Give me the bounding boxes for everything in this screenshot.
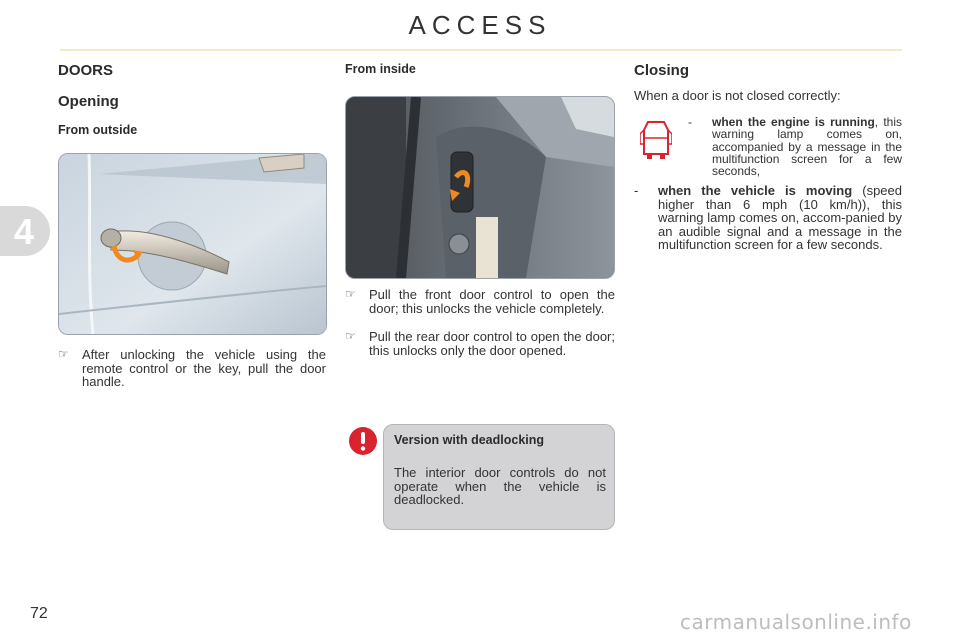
heading-from-outside: From outside (58, 123, 138, 137)
closing-item-engine-running (688, 116, 902, 177)
deadlocking-warning-box (383, 424, 615, 530)
outside-handle-illustration (58, 153, 327, 335)
outside-instruction-text: After unlocking the vehicle using the remote control or the key, pull the door handle. (82, 347, 326, 390)
page-title: ACCESS (408, 10, 552, 40)
item1-rest: , this warning lamp comes on, accompanied by a message in the multifunction screen for a few seconds, (712, 115, 903, 179)
closing-item-engine-running-text (712, 116, 902, 177)
inside-instruction-rear (345, 330, 615, 372)
bullet-hand-icon: ☞ (345, 287, 356, 301)
dash: - (634, 183, 639, 198)
title-rule (60, 49, 902, 51)
door-open-warning-lamp-icon (640, 118, 672, 160)
closing-item-vehicle-moving-text (658, 184, 902, 252)
warning-title: Version with deadlocking (394, 433, 545, 447)
dash: - (688, 115, 692, 129)
instruction-text: Pull the rear door control to open the door; this unlocks only the door opened. (369, 329, 615, 358)
exclamation-warning-icon (348, 426, 378, 456)
heading-from-inside: From inside (345, 62, 416, 76)
item2-rest: (speed higher than 6 mph (10 km/h)), this warning lamp comes on, accom-panied by an audible signal and a message in the multifunction screen for a few seconds. (658, 183, 902, 253)
inside-handle-illustration (345, 96, 615, 279)
instruction-text: Pull the front door control to open the door; this unlocks the vehicle completely. (369, 287, 615, 316)
chapter-tab (0, 206, 50, 256)
outside-instruction (58, 348, 326, 390)
item1-bold: when the engine is running (712, 115, 875, 129)
item2-bold: when the vehicle is moving (658, 183, 853, 198)
watermark: carmanualsonline.info (680, 610, 912, 634)
inside-instruction-front (345, 288, 615, 330)
outside-handle-drawing (59, 154, 326, 334)
closing-intro: When a door is not closed correctly: (634, 88, 841, 103)
inside-handle-drawing (346, 97, 614, 278)
closing-item-vehicle-moving (634, 184, 902, 252)
bullet-hand-icon: ☞ (345, 329, 356, 343)
subsection-title-opening: Opening (58, 93, 119, 110)
chapter-number: 4 (14, 211, 35, 252)
section-title-closing: Closing (634, 62, 689, 79)
page-number: 72 (30, 605, 48, 622)
warning-text: The interior door controls do not operate when the vehicle is deadlocked. (394, 465, 606, 508)
section-title-doors: DOORS (58, 62, 114, 79)
bullet-hand-icon: ☞ (58, 347, 69, 361)
